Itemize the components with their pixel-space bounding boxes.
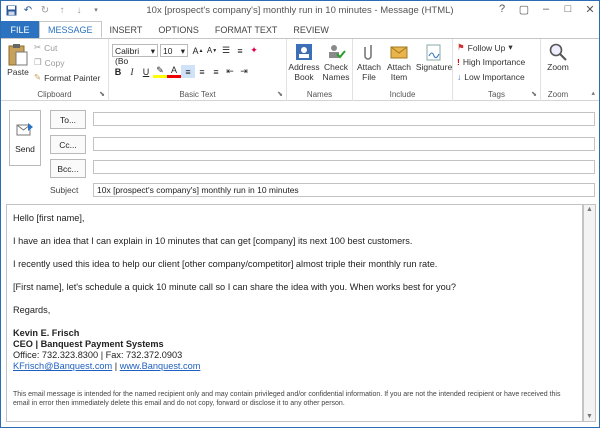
paste-button[interactable]: Paste <box>5 43 31 77</box>
down-arrow-icon: ↓ <box>457 72 462 82</box>
close-button[interactable]: ✕ <box>585 4 595 16</box>
zoom-button[interactable]: Zoom <box>543 42 573 72</box>
subject-field[interactable]: 10x [prospect's company's] monthly run in 10 minutes <box>93 183 595 197</box>
email-link[interactable]: KFrisch@Banquest.com <box>13 361 113 371</box>
font-color-icon[interactable]: A <box>167 65 181 78</box>
bcc-field[interactable] <box>93 160 595 174</box>
signature-links <box>13 361 576 372</box>
tab-review[interactable]: REVIEW <box>293 24 329 35</box>
zoom-label: Zoom <box>547 90 569 99</box>
cc-field[interactable] <box>93 137 595 151</box>
body-paragraph-3: [First name], let's schedule a quick 10 minute call so I can share the idea with you. When works best for you? <box>13 282 456 292</box>
copy-icon: ❐ <box>34 57 42 67</box>
low-importance-button[interactable]: ↓ Low Importance <box>457 72 525 82</box>
link-separator: | <box>112 361 120 371</box>
scroll-up-icon[interactable]: ▲ <box>586 206 593 213</box>
bullets-icon[interactable]: ☰ <box>221 45 231 55</box>
clipboard-launcher-icon[interactable]: ⬊ <box>99 91 105 98</box>
cut-button[interactable]: ✂ Cut <box>34 42 58 53</box>
bcc-button[interactable]: Bcc... <box>50 159 86 178</box>
magnifier-icon <box>548 42 568 62</box>
tags-launcher-icon[interactable]: ⬊ <box>531 91 537 98</box>
numbering-icon[interactable]: ≡ <box>237 45 243 56</box>
high-importance-button[interactable]: ! High Importance <box>457 57 526 67</box>
chevron-down-icon: ▾ <box>508 42 513 52</box>
up-arrow-icon[interactable]: ↑ <box>59 4 65 16</box>
paste-icon <box>7 43 29 67</box>
basic-text-group <box>109 39 287 101</box>
grow-font-icon[interactable]: A ▲ <box>192 45 204 56</box>
signature-button[interactable]: Signature <box>416 42 452 72</box>
ribbon-display-button[interactable]: ▢ <box>518 4 530 16</box>
window-title: 10x [prospect's company's] monthly run in 10 minutes - Message (HTML) <box>146 5 454 16</box>
chevron-down-icon: ▾ <box>150 46 155 56</box>
shrink-font-icon[interactable]: A ▼ <box>206 46 218 55</box>
ribbon <box>1 38 599 101</box>
signature-phone: Office: 732.323.8300 | Fax: 732.372.0903 <box>13 350 183 360</box>
signature-block <box>13 328 576 372</box>
names-label: Names <box>306 90 333 99</box>
basic-text-label: Basic Text <box>179 90 216 99</box>
disclaimer: This email message is intended for the named recipient only and may contain privileged and/or confidential information. If you are not the intended recipient or have received this email in error then immediately delete this email and do not copy, forward or disclose it to any other person. <box>13 391 561 407</box>
attach-item-button[interactable]: Attach Item <box>384 42 414 82</box>
increase-indent-icon[interactable]: ⇥ <box>240 66 248 76</box>
address-book-button[interactable]: Address Book <box>289 42 319 82</box>
check-names-icon <box>326 42 346 62</box>
maximize-button[interactable]: □ <box>564 3 572 15</box>
vertical-scrollbar[interactable] <box>583 204 596 422</box>
tags-group <box>453 39 541 101</box>
tab-file[interactable]: FILE <box>1 21 39 38</box>
scissors-icon: ✂ <box>34 42 42 52</box>
undo-icon[interactable]: ↶ <box>23 4 33 16</box>
bold-icon[interactable]: B <box>114 66 122 77</box>
basic-text-launcher-icon[interactable]: ⬊ <box>277 91 283 98</box>
font-size-select[interactable]: 10 ▾ <box>160 44 188 57</box>
envelope-icon <box>389 42 409 62</box>
font-name-select[interactable]: Calibri (Bo ▾ <box>112 44 158 57</box>
ribbon-tabs <box>1 21 599 38</box>
brush-icon: ✎ <box>34 72 42 82</box>
flag-icon: ⚑ <box>457 42 465 52</box>
send-button[interactable]: Send <box>9 110 41 166</box>
window-controls <box>495 3 597 16</box>
tags-label: Tags <box>488 90 505 99</box>
check-names-button[interactable]: Check Names <box>321 42 351 82</box>
body-paragraph-1: I have an idea that I can explain in 10 minutes that can get [company] its next 100 best customers. <box>13 236 413 246</box>
align-right-icon[interactable]: ≡ <box>213 66 219 77</box>
follow-up-button[interactable]: ⚑ Follow Up ▾ <box>457 42 513 53</box>
help-button[interactable]: ? <box>498 3 506 15</box>
body-greeting: Hello [first name], <box>13 213 85 223</box>
tab-options[interactable]: OPTIONS <box>158 24 199 35</box>
down-arrow-icon[interactable]: ↓ <box>76 4 82 16</box>
highlight-icon[interactable]: ✎ <box>153 65 167 78</box>
to-field[interactable] <box>93 112 595 126</box>
font-size-tools <box>191 44 261 57</box>
clipboard-label: Clipboard <box>37 90 72 99</box>
message-body[interactable] <box>6 204 583 422</box>
send-icon <box>16 122 34 138</box>
customize-qat-icon[interactable]: ▾ <box>94 7 98 14</box>
title-bar <box>1 1 599 21</box>
to-button[interactable]: To... <box>50 110 86 129</box>
website-link[interactable]: www.Banquest.com <box>119 361 201 371</box>
paperclip-icon <box>359 42 379 62</box>
align-left-icon[interactable]: ≡ <box>181 65 195 78</box>
clear-format-icon[interactable]: ✦ <box>250 45 258 55</box>
chevron-down-icon: ▾ <box>180 46 185 56</box>
address-book-icon <box>294 42 314 62</box>
tab-insert[interactable]: INSERT <box>109 24 143 35</box>
zoom-group <box>541 39 575 101</box>
attach-file-button[interactable]: Attach File <box>355 42 383 82</box>
clipboard-group <box>1 39 109 101</box>
underline-icon[interactable]: U <box>142 66 150 77</box>
include-group <box>353 39 453 101</box>
tab-message[interactable]: MESSAGE <box>39 21 102 38</box>
names-group <box>287 39 353 101</box>
scroll-down-icon[interactable]: ▼ <box>586 413 593 420</box>
italic-icon[interactable]: I <box>130 66 134 77</box>
tab-format-text[interactable]: FORMAT TEXT <box>214 24 278 35</box>
include-label: Include <box>389 90 416 99</box>
collapse-ribbon-icon[interactable]: ▴ <box>591 90 595 97</box>
format-tools <box>111 65 251 78</box>
align-center-icon[interactable]: ≡ <box>199 66 205 77</box>
cc-button[interactable]: Cc... <box>50 135 86 154</box>
decrease-indent-icon[interactable]: ⇤ <box>226 66 234 76</box>
signature-name: Kevin E. Frisch <box>13 328 80 338</box>
minimize-button[interactable]: – <box>542 3 550 15</box>
copy-button[interactable]: ❐ Copy <box>34 57 65 68</box>
subject-label: Subject <box>50 185 79 195</box>
redo-icon[interactable]: ↻ <box>40 4 50 16</box>
exclamation-icon: ! <box>457 57 460 67</box>
body-paragraph-2: I recently used this idea to help our client [other company/competitor] almost triple their monthly run rate. <box>13 259 438 269</box>
body-closing: Regards, <box>13 305 51 315</box>
signature-icon <box>424 42 444 62</box>
signature-title: CEO | Banquest Payment Systems <box>13 339 164 349</box>
format-painter-button[interactable]: ✎ Format Painter <box>34 72 101 83</box>
